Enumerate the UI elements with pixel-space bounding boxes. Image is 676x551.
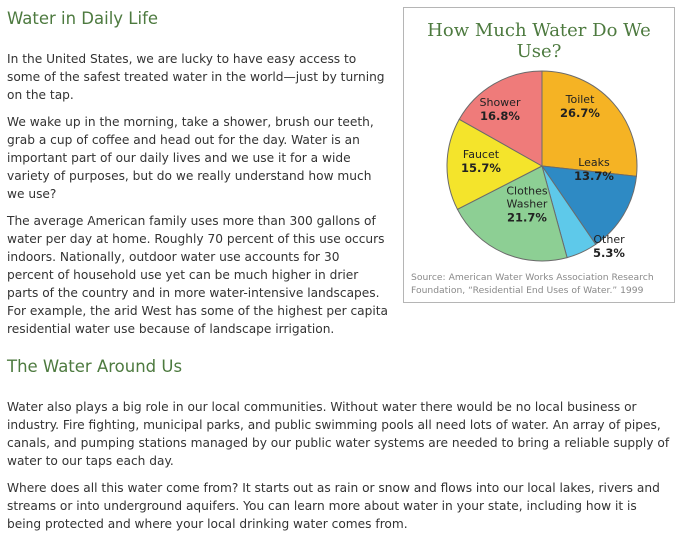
section-heading-daily-life: Water in Daily Life	[7, 9, 159, 28]
slice-label-other: Other 5.3%	[593, 233, 625, 260]
chart-title: How Much Water Do We Use?	[427, 20, 651, 62]
chart-source: Source: American Water Works Association Research Foundation, “Residential End Uses of Water.” 1999	[411, 272, 654, 296]
paragraph-average-family: The average American family uses more than 300 gallons of water per day at home. Roughly 70 percent of this use occurs indoors. Nationally, outdoor water use accounts for 30 percent of household use yet can be much higher in drier parts of the country and in more water-intensive landscapes. For example, the arid West has some of the highest per capita residential water use because of landscape irrigation.	[7, 214, 389, 336]
slice-label-toilet: Toilet 26.7%	[560, 93, 600, 120]
slice-label-clothes-washer: Clothes Washer 21.7%	[506, 184, 548, 225]
pie-chart	[404, 8, 676, 268]
paragraph-water-source: Where does all this water come from? It starts out as rain or snow and flows into our local lakes, rivers and streams or into underground aquifers. You can learn more about water in your state, including how it is being protected and where your local drinking water comes from.	[7, 481, 660, 531]
section-heading-water-around-us: The Water Around Us	[7, 357, 183, 376]
slice-label-leaks: Leaks 13.7%	[574, 156, 614, 183]
chart-panel	[403, 7, 675, 303]
paragraph-intro: In the United States, we are lucky to have easy access to some of the safest treated water in the world—just by turning on the tap.	[7, 52, 385, 102]
slice-label-shower: Shower 16.8%	[479, 96, 521, 123]
slice-label-faucet: Faucet 15.7%	[461, 148, 501, 175]
paragraph-communities: Water also plays a big role in our local communities. Without water there would be no local business or industry. Fire fighting, municipal parks, and public swimming pools all need lots of water. An array of pipes, canals, and pumping stations managed by our public water systems are needed to bring a reliable supply of water to our taps each day.	[7, 400, 670, 468]
paragraph-morning: We wake up in the morning, take a shower, brush our teeth, grab a cup of coffee and head out for the day. Water is an important part of our daily lives and we use it for a wide variety of purposes, but do we really understand how much we use?	[7, 115, 374, 201]
